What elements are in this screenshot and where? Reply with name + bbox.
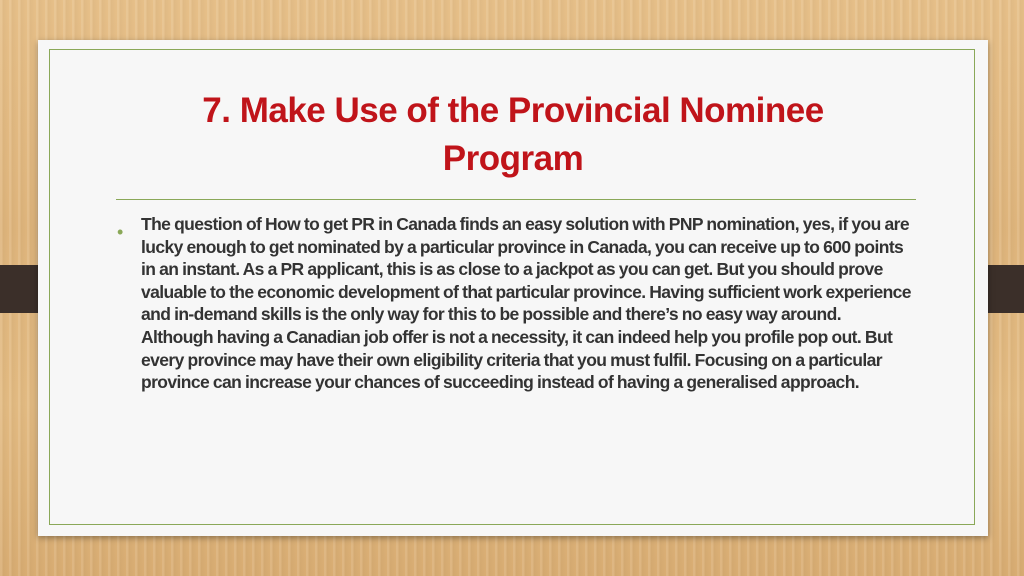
bullet-icon: • [117, 222, 124, 242]
slide-title: 7. Make Use of the Provincial Nominee Program [202, 91, 824, 178]
slide-body-text: The question of How to get PR in Canada finds an easy solution with PNP nomination, yes, if you are lucky enough to get nominated by a particular province in Canada, you can receive up to 600 points in an instant. As a PR applicant, this is as close to a jackpot as you can get. But you should prove valuable to the economic development of that particular province. Having sufficient work experience and in-demand skills is the only way for this to be possible and there’s no easy way around. Although having a Canadian job offer is not a necessity, it can indeed help you profile pop out. But every province may have their own eligibility criteria that you must fulfil. Focusing on a particular province can increase your chances of succeeding instead of having a generalised approach. [141, 214, 911, 393]
slide-card [38, 40, 988, 536]
title-divider [116, 199, 916, 200]
